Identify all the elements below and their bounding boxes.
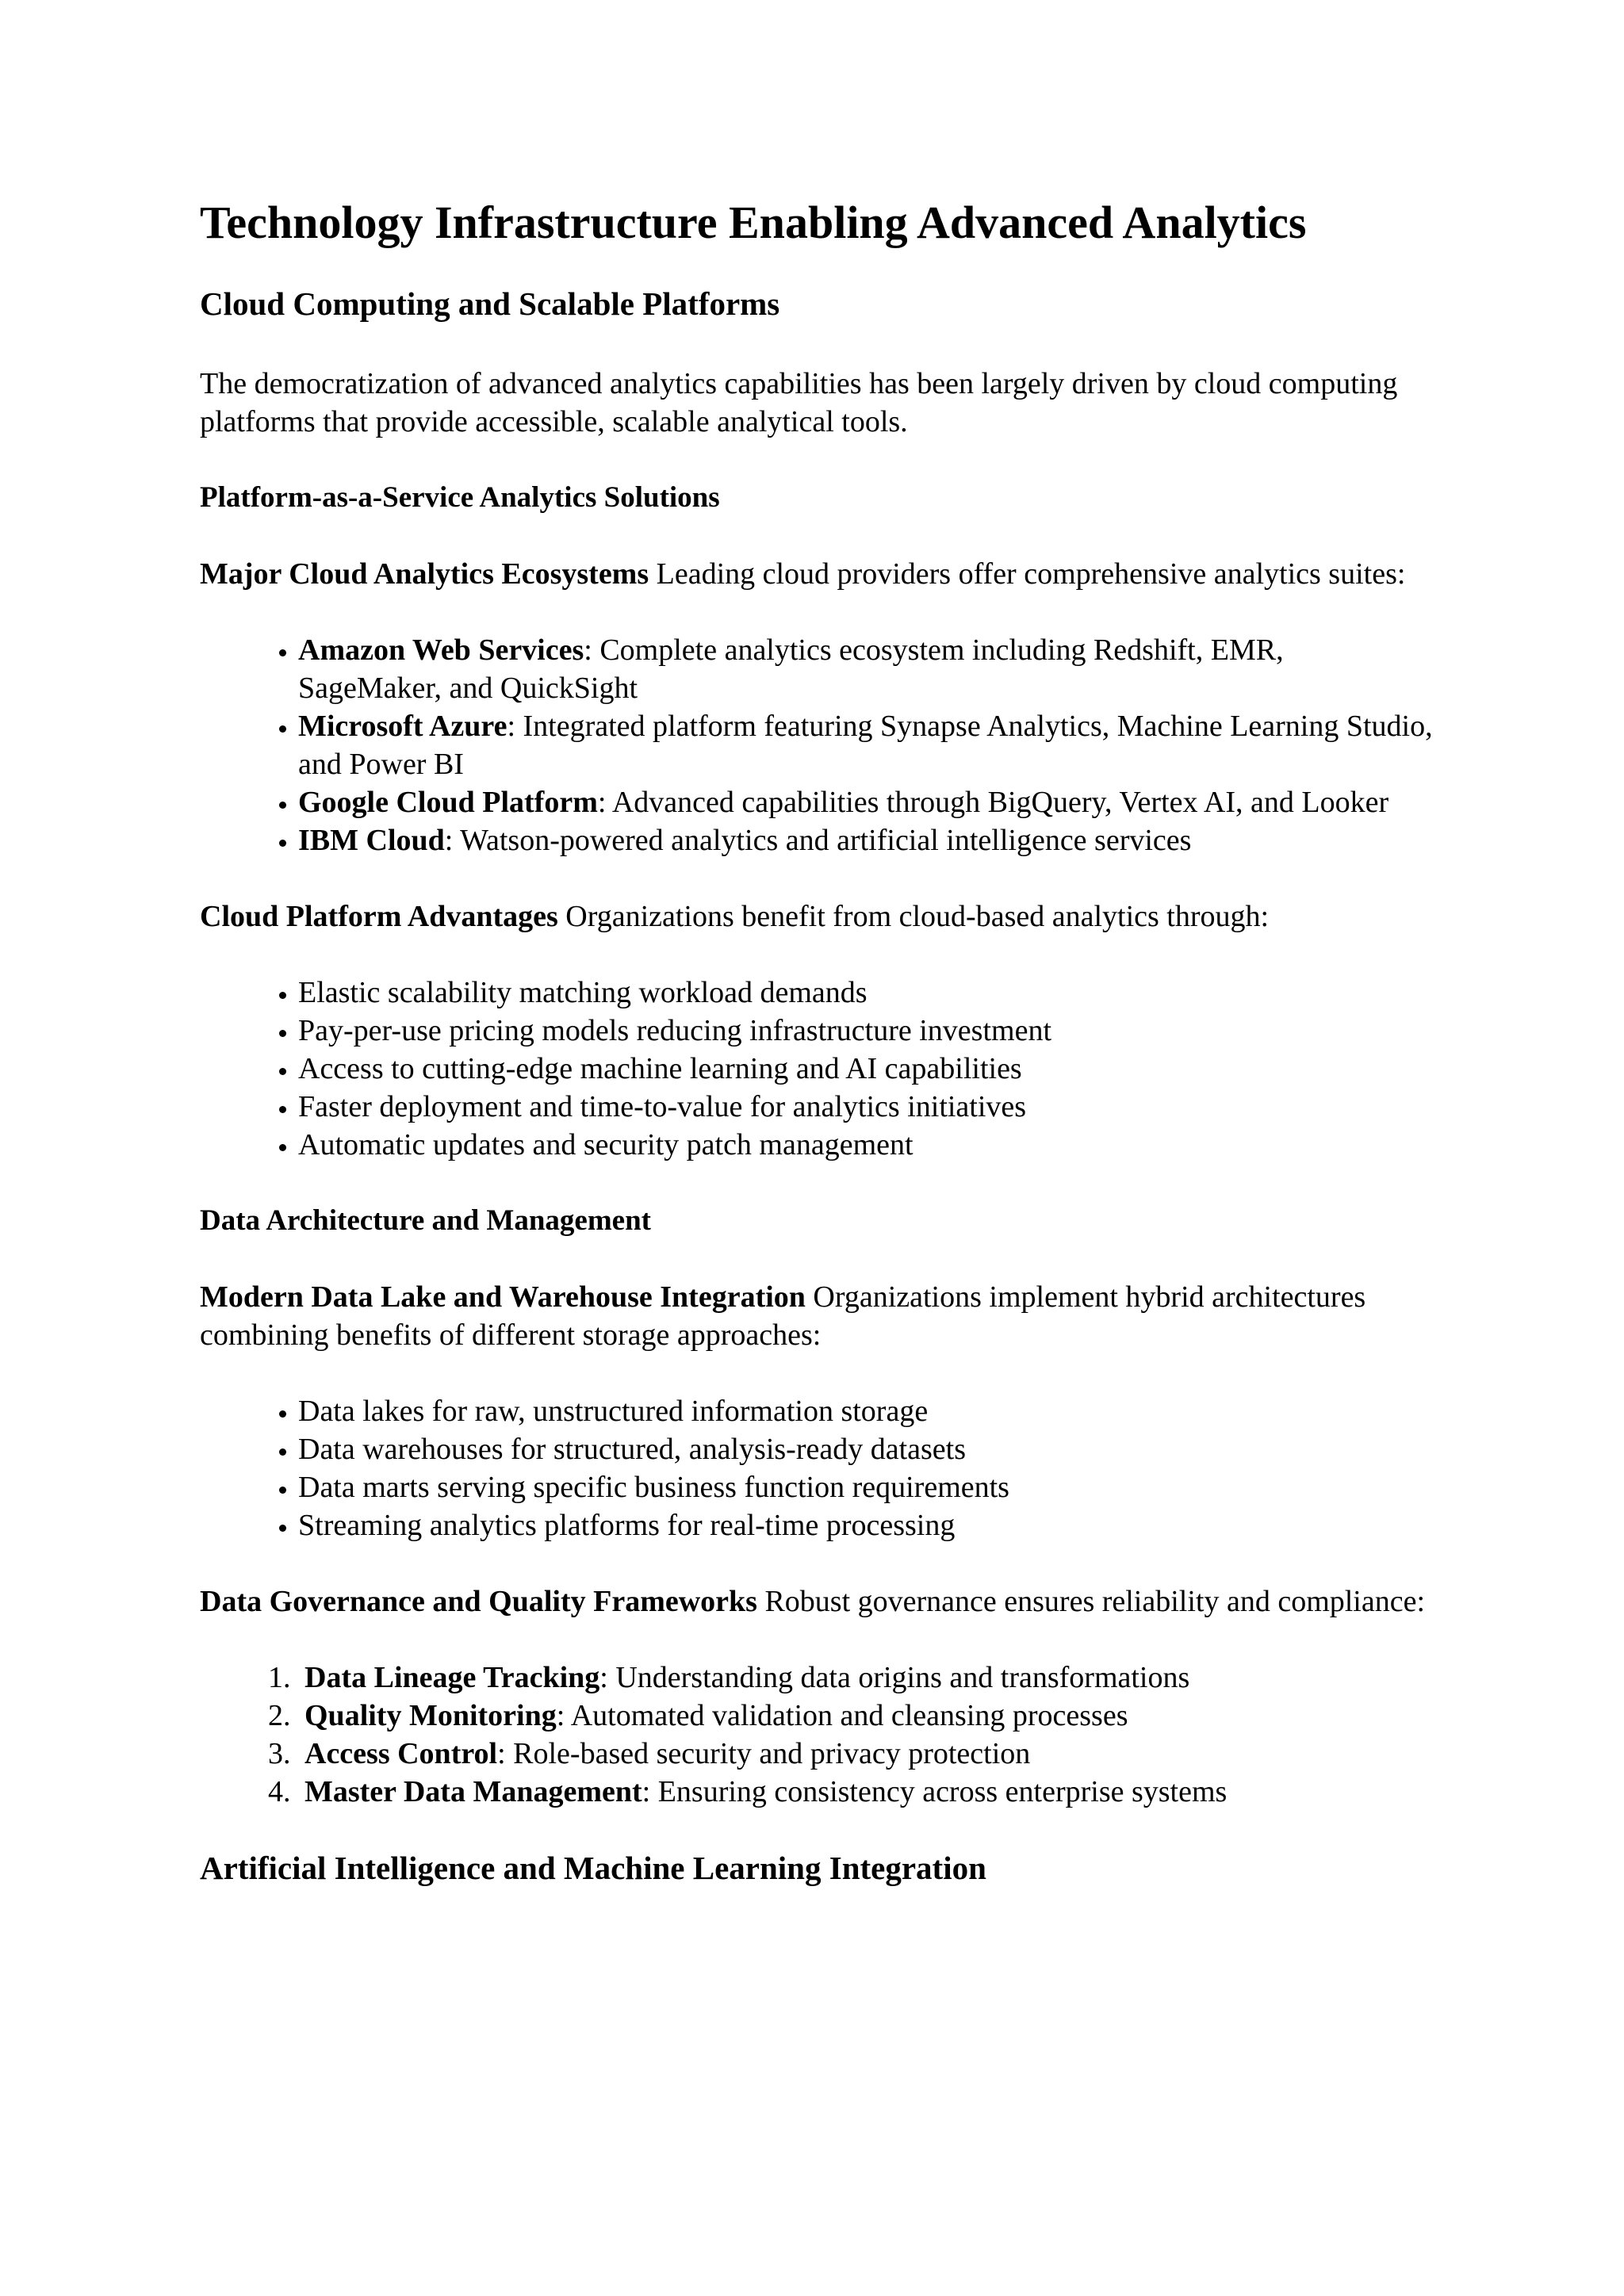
- governance-text: Robust governance ensures reliability and compliance:: [756, 1584, 1426, 1618]
- list-item-desc: : Role-based security and privacy protection: [497, 1736, 1031, 1770]
- intro-paragraph: The democratization of advanced analytics capabilities has been largely driven by cloud computing platforms that provide accessible, scalable analytical tools.: [200, 366, 1398, 438]
- advantages-paragraph: [200, 897, 1434, 936]
- list-item: • Data marts serving specific business function requirements: [298, 1468, 1434, 1506]
- list-item: • Automatic updates and security patch management: [298, 1126, 1434, 1164]
- list-item-term: Quality Monitoring: [304, 1698, 557, 1732]
- advantages-lead: Cloud Platform Advantages: [200, 899, 558, 933]
- list-item: • Pay-per-use pricing models reducing infrastructure investment: [298, 1012, 1434, 1050]
- page-title: Technology Infrastructure Enabling Advanced Analytics: [200, 197, 1307, 248]
- list-item-desc: : Advanced capabilities through BigQuery, Vertex AI, and Looker: [597, 785, 1389, 819]
- list-item-term: Microsoft Azure: [298, 709, 508, 743]
- ecosystems-list: [200, 631, 1434, 859]
- list-item: • Faster deployment and time-to-value for analytics initiatives: [298, 1088, 1434, 1126]
- list-item-term: IBM Cloud: [298, 823, 445, 857]
- lake-lead: Modern Data Lake and Warehouse Integration: [200, 1280, 806, 1314]
- subheading-data-architecture: Data Architecture and Management: [200, 1203, 651, 1237]
- list-item: [298, 1735, 1434, 1773]
- list-item: [298, 783, 1434, 821]
- list-item: • Access to cutting-edge machine learning and AI capabilities: [298, 1050, 1434, 1088]
- advantages-text: Organizations benefit from cloud-based analytics through:: [557, 899, 1270, 933]
- list-item-term: Master Data Management: [304, 1774, 642, 1808]
- list-item: [298, 821, 1434, 859]
- list-item: • Elastic scalability matching workload demands: [298, 974, 1434, 1012]
- ecosystems-paragraph: [200, 555, 1434, 593]
- ecosystems-lead: Major Cloud Analytics Ecosystems: [200, 557, 649, 591]
- list-item: [298, 1659, 1434, 1697]
- list-item-term: Data Lineage Tracking: [304, 1660, 600, 1694]
- list-item-desc: : Complete analytics ecosystem including Redshift, EMR, SageMaker, and QuickSight: [298, 633, 1284, 705]
- subheading-paas: Platform-as-a-Service Analytics Solutions: [200, 480, 720, 514]
- list-item-desc: : Integrated platform featuring Synapse Analytics, Machine Learning Studio, and Power BI: [298, 709, 1433, 781]
- list-item-desc: : Automated validation and cleansing processes: [556, 1698, 1128, 1732]
- governance-lead: Data Governance and Quality Frameworks: [200, 1584, 757, 1618]
- governance-list: [200, 1659, 1434, 1811]
- list-item-term: Amazon Web Services: [298, 633, 584, 667]
- section-heading-cloud-computing: Cloud Computing and Scalable Platforms: [200, 285, 780, 322]
- list-item-desc: : Understanding data origins and transformations: [599, 1660, 1190, 1694]
- section-heading-ai-ml: Artificial Intelligence and Machine Learning Integration: [200, 1849, 986, 1886]
- list-item: • Data warehouses for structured, analysis-ready datasets: [298, 1430, 1434, 1468]
- list-item: • Data lakes for raw, unstructured information storage: [298, 1392, 1434, 1430]
- list-item: [298, 631, 1434, 707]
- list-item: [298, 1773, 1434, 1811]
- governance-paragraph: [200, 1582, 1434, 1621]
- list-item-desc: : Watson-powered analytics and artificial intelligence services: [444, 823, 1192, 857]
- lake-paragraph: [200, 1278, 1434, 1354]
- lake-text: Organizations implement hybrid architectures combining benefits of different storage approaches:: [200, 1280, 1366, 1352]
- ecosystems-text: Leading cloud providers offer comprehensive analytics suites:: [649, 557, 1406, 591]
- list-item: [298, 1697, 1434, 1735]
- list-item-term: Google Cloud Platform: [298, 785, 598, 819]
- advantages-list: [200, 974, 1434, 1164]
- list-item-desc: : Ensuring consistency across enterprise systems: [642, 1774, 1228, 1808]
- list-item: • Streaming analytics platforms for real-time processing: [298, 1506, 1434, 1544]
- list-item: [298, 707, 1434, 783]
- lake-list: [200, 1392, 1434, 1544]
- list-item-term: Access Control: [304, 1736, 498, 1770]
